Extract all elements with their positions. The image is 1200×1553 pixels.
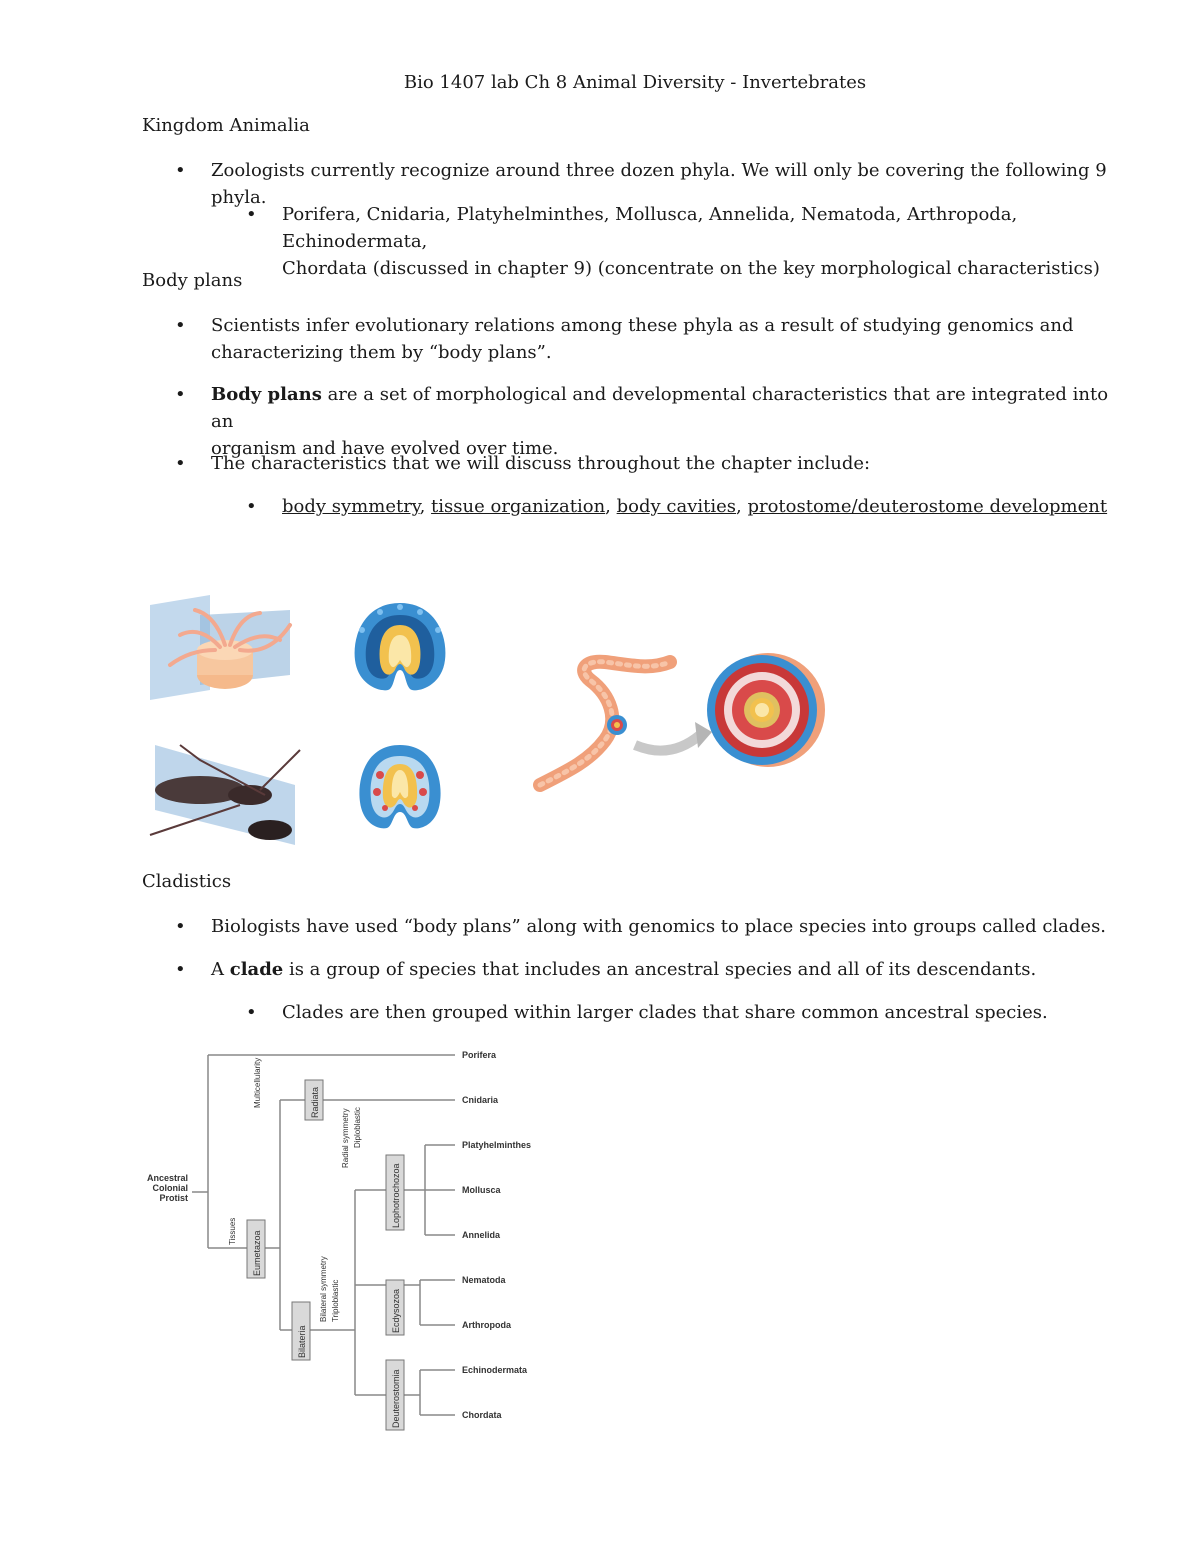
root-label: Colonial [152, 1183, 188, 1193]
trait-bilateral-symmetry: Bilateral symmetry [319, 1256, 328, 1322]
trait-diploblastic: Diploblastic [353, 1107, 362, 1148]
term-clade: clade [229, 959, 284, 980]
trait-triploblastic: Triploblastic [331, 1279, 340, 1322]
clade-eumetazoa: Eumetazoa [252, 1230, 262, 1276]
taxon-porifera: Porifera [462, 1050, 497, 1060]
text-fragment: A [211, 959, 230, 980]
bullet-icon: • [175, 916, 186, 937]
list-item-text [211, 956, 1121, 983]
separator: , [605, 496, 617, 517]
list-item-text: The characteristics that we will discuss throughout the chapter include: [211, 453, 871, 474]
root-label: Protist [159, 1193, 188, 1203]
heading-cladistics: Cladistics [142, 871, 232, 892]
bullet-icon: • [246, 204, 257, 225]
clade-radiata: Radiata [310, 1086, 320, 1118]
taxon-chordata: Chordata [462, 1410, 502, 1420]
term-body-plans: Body plans [211, 384, 322, 405]
bullet-icon: • [175, 160, 186, 181]
list-item-text [211, 312, 1121, 366]
link-body-symmetry[interactable]: body symmetry [282, 496, 420, 517]
clade-lophotrochozoa: Lophotrochozoa [391, 1163, 401, 1228]
phyla-line-1: Porifera, Cnidaria, Platyhelminthes, Mollusca, Annelida, Nematoda, Arthropoda, Echinodermata, [282, 204, 1018, 252]
heading-kingdom-animalia: Kingdom Animalia [142, 115, 310, 136]
anemone-radial-symmetry-image [140, 595, 305, 705]
list-item-text: Biologists have used “body plans” along with genomics to place species into groups called clades. [211, 916, 1107, 937]
taxon-nematoda: Nematoda [462, 1275, 506, 1285]
taxon-echinodermata: Echinodermata [462, 1365, 528, 1375]
bullet-icon: • [175, 315, 186, 336]
heading-body-plans: Body plans [142, 270, 243, 291]
list-item-text: Zoologists currently recognize around three dozen phyla. We will only be covering the following 9 phyla. [211, 160, 1107, 208]
taxon-cnidaria: Cnidaria [462, 1095, 499, 1105]
phyla-line-2: Chordata (discussed in chapter 9) (concentrate on the key morphological characteristics) [282, 258, 1100, 279]
link-tissue-organization[interactable]: tissue organization [431, 496, 606, 517]
taxon-annelida: Annelida [462, 1230, 501, 1240]
lobster-bilateral-symmetry-image [140, 740, 305, 850]
bullet-icon: • [175, 453, 186, 474]
earthworm-body-cavity-diagram [530, 640, 830, 795]
bullet-icon: • [246, 1002, 257, 1023]
list-item-text [282, 201, 1142, 282]
bullet-icon: • [175, 959, 186, 980]
clade-bilateria: Bilateria [297, 1325, 307, 1358]
taxon-platyhelminthes: Platyhelminthes [462, 1140, 532, 1150]
text-line: Scientists infer evolutionary relations among these phyla as a result of studying genomics and [211, 315, 1074, 336]
bullet-icon: • [175, 384, 186, 405]
separator: , [736, 496, 748, 517]
diploblastic-tissue-diagram [350, 600, 450, 695]
triploblastic-tissue-diagram [355, 740, 445, 835]
clade-deuterostomia: Deuterostomia [391, 1369, 401, 1428]
page-title: Bio 1407 lab Ch 8 Animal Diversity - Invertebrates [403, 72, 867, 93]
list-item-text: Clades are then grouped within larger clades that share common ancestral species. [282, 1002, 1048, 1023]
text-line: are a set of morphological and developmental characteristics that are integrated into an [211, 384, 1109, 432]
bullet-icon: • [246, 496, 257, 517]
text-line: organism and have evolved over time. [211, 438, 559, 459]
phylogenetic-tree-diagram [140, 1040, 560, 1440]
clade-ecdysozoa: Ecdysozoa [391, 1288, 401, 1333]
separator: , [419, 496, 432, 517]
trait-tissues: Tissues [228, 1217, 237, 1245]
taxon-mollusca: Mollusca [462, 1185, 501, 1195]
text-fragment: is a group of species that includes an ancestral species and all of its descendants. [283, 959, 1037, 980]
text-line: characterizing them by “body plans”. [211, 342, 552, 363]
list-item-text [282, 493, 1142, 520]
trait-radial-symmetry: Radial symmetry [341, 1108, 350, 1168]
root-label: Ancestral [146, 1173, 188, 1183]
link-body-cavities[interactable]: body cavities [616, 496, 737, 517]
taxon-arthropoda: Arthropoda [462, 1320, 511, 1330]
trait-multicellularity: Multicellularity [253, 1057, 262, 1108]
link-protostome-deuterostome[interactable]: protostome/deuterostome development [747, 496, 1108, 517]
